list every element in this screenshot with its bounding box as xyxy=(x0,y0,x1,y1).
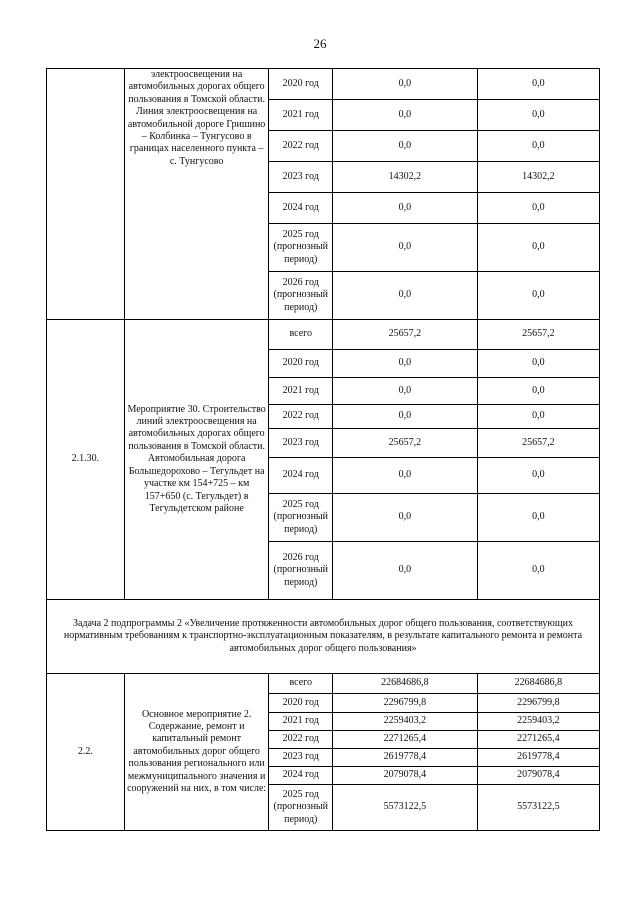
year-cell: всего xyxy=(269,320,333,350)
item-code-cell: 2.2. xyxy=(47,674,125,831)
item-code-cell: 2.1.30. xyxy=(47,320,125,600)
value-cell: 0,0 xyxy=(477,69,599,100)
year-cell: 2023 год xyxy=(269,429,333,458)
value-cell: 0,0 xyxy=(477,193,599,224)
value-cell: 0,0 xyxy=(333,405,478,429)
value-cell: 0,0 xyxy=(477,458,599,494)
value-cell: 0,0 xyxy=(333,69,478,100)
year-cell: 2023 год xyxy=(269,749,333,767)
value-cell: 25657,2 xyxy=(477,429,599,458)
year-cell: 2020 год xyxy=(269,350,333,378)
value-cell: 2619778,4 xyxy=(477,749,599,767)
value-cell: 2296799,8 xyxy=(477,694,599,713)
year-cell: 2024 год xyxy=(269,767,333,785)
year-cell: всего xyxy=(269,674,333,694)
year-cell: 2022 год xyxy=(269,131,333,162)
value-cell: 2079078,4 xyxy=(333,767,478,785)
value-cell: 0,0 xyxy=(477,224,599,272)
year-cell: 2021 год xyxy=(269,100,333,131)
year-cell: 2022 год xyxy=(269,731,333,749)
value-cell: 0,0 xyxy=(477,272,599,320)
year-cell: 2024 год xyxy=(269,458,333,494)
task-row xyxy=(47,600,600,674)
year-cell: 2025 год (прогнозный период) xyxy=(269,494,333,542)
value-cell: 0,0 xyxy=(333,224,478,272)
value-cell: 0,0 xyxy=(333,100,478,131)
value-cell: 0,0 xyxy=(477,378,599,405)
value-cell: 0,0 xyxy=(477,542,599,600)
item-code-cell xyxy=(47,69,125,320)
value-cell: 2271265,4 xyxy=(477,731,599,749)
value-cell: 5573122,5 xyxy=(333,785,478,831)
task-heading-cell: Задача 2 подпрограммы 2 «Увеличение протяженности автомобильных дорог общего пользования, соответствующих нормативным требованиям к транспортно-эксплуатационным показателям, в результате капитального ремонта и ремонта автомобильных дорог общего пользования» xyxy=(47,600,600,674)
year-cell: 2026 год (прогнозный период) xyxy=(269,272,333,320)
table-row xyxy=(47,69,600,100)
item-description-cell: Мероприятие 30. Строительство линий электроосвещения на автомобильных дорогах общего пользования в Томской области. Автомобильная дорога Большедорохово – Тегульдет на участке км 154+725 – км 157+650 (с. Тегульдет) в Тегульдетском районе xyxy=(124,320,269,600)
year-cell: 2026 год (прогнозный период) xyxy=(269,542,333,600)
value-cell: 0,0 xyxy=(333,193,478,224)
year-cell: 2025 год (прогнозный период) xyxy=(269,785,333,831)
year-cell: 2020 год xyxy=(269,694,333,713)
value-cell: 0,0 xyxy=(333,542,478,600)
value-cell: 0,0 xyxy=(333,378,478,405)
value-cell: 0,0 xyxy=(333,458,478,494)
value-cell: 0,0 xyxy=(333,350,478,378)
value-cell: 0,0 xyxy=(477,100,599,131)
value-cell: 14302,2 xyxy=(477,162,599,193)
value-cell: 25657,2 xyxy=(333,320,478,350)
year-cell: 2024 год xyxy=(269,193,333,224)
year-cell: 2021 год xyxy=(269,378,333,405)
budget-table xyxy=(46,68,600,831)
value-cell: 2259403,2 xyxy=(333,713,478,731)
value-cell: 2271265,4 xyxy=(333,731,478,749)
value-cell: 2619778,4 xyxy=(333,749,478,767)
value-cell: 22684686,8 xyxy=(477,674,599,694)
value-cell: 0,0 xyxy=(477,494,599,542)
year-cell: 2025 год (прогнозный период) xyxy=(269,224,333,272)
year-cell: 2022 год xyxy=(269,405,333,429)
item-description-cell: электроосвещения на автомобильных дорогах общего пользования в Томской области. Линия электроосвещения на автомобильной дороге Гришино – Колбинка – Тунгусово в границах населенного пункта – с. Тунгусово xyxy=(124,69,269,320)
table-row xyxy=(47,320,600,350)
item-description-cell: Основное мероприятие 2. Содержание, ремонт и капитальный ремонт автомобильных дорог общего пользования регионального или межмуниципального значения и сооружений на них, в том числе: xyxy=(124,674,269,831)
budget-table-body xyxy=(47,69,600,831)
table-row xyxy=(47,674,600,694)
value-cell: 14302,2 xyxy=(333,162,478,193)
value-cell: 5573122,5 xyxy=(477,785,599,831)
value-cell: 0,0 xyxy=(477,405,599,429)
value-cell: 2079078,4 xyxy=(477,767,599,785)
value-cell: 22684686,8 xyxy=(333,674,478,694)
page-number: 26 xyxy=(313,36,327,51)
year-cell: 2020 год xyxy=(269,69,333,100)
value-cell: 2259403,2 xyxy=(477,713,599,731)
year-cell: 2023 год xyxy=(269,162,333,193)
value-cell: 25657,2 xyxy=(477,320,599,350)
value-cell: 0,0 xyxy=(477,131,599,162)
value-cell: 0,0 xyxy=(333,131,478,162)
value-cell: 0,0 xyxy=(333,494,478,542)
value-cell: 0,0 xyxy=(333,272,478,320)
value-cell: 0,0 xyxy=(477,350,599,378)
year-cell: 2021 год xyxy=(269,713,333,731)
value-cell: 25657,2 xyxy=(333,429,478,458)
value-cell: 2296799,8 xyxy=(333,694,478,713)
